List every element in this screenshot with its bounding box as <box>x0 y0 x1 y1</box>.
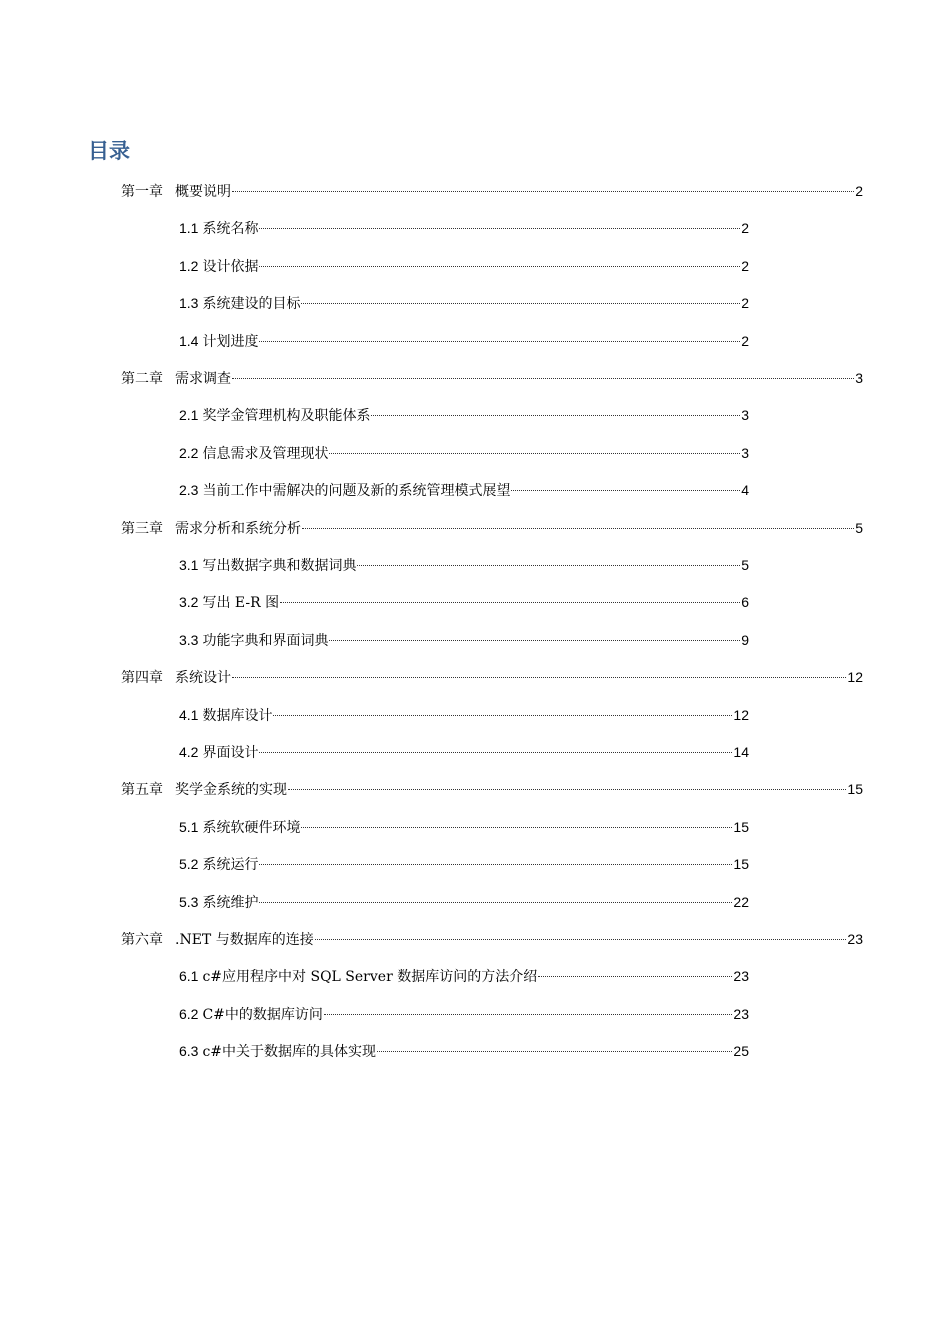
toc-entry-title: C#中的数据库访问 <box>202 1007 323 1023</box>
toc-leader-dots <box>259 266 740 267</box>
toc-entry-page: 22 <box>733 894 749 910</box>
toc-entry-1-2[interactable] <box>179 255 749 277</box>
toc-entry-4-2[interactable] <box>179 741 749 763</box>
toc-entry-number: 2.3 <box>179 482 199 498</box>
toc-entry-3-1[interactable] <box>179 554 749 576</box>
toc-entry-第六章[interactable] <box>121 928 863 950</box>
toc-entry-title: 当前工作中需解决的问题及新的系统管理模式展望 <box>202 483 511 499</box>
toc-entry-number: 第四章 <box>121 669 163 685</box>
toc-entry-number: 5.3 <box>179 894 199 910</box>
toc-entry-number: 5.2 <box>179 856 199 872</box>
toc-entry-title: 功能字典和界面词典 <box>202 633 329 649</box>
toc-entry-number: 1.1 <box>179 220 199 236</box>
toc-entry-5-1[interactable] <box>179 816 749 838</box>
toc-leader-dots <box>280 602 740 603</box>
toc-title: 目录 <box>88 139 130 163</box>
toc-leader-dots <box>329 453 740 454</box>
toc-entry-6-3[interactable] <box>179 1040 749 1062</box>
toc-entry-page: 23 <box>733 1006 749 1022</box>
toc-entry-page: 5 <box>855 520 863 536</box>
toc-entry-number: 4.2 <box>179 744 199 760</box>
toc-entry-2-1[interactable] <box>179 404 749 426</box>
toc-entry-第五章[interactable] <box>121 778 863 800</box>
toc-leader-dots <box>259 228 740 229</box>
toc-entry-title: 界面设计 <box>202 745 259 761</box>
toc-entry-page: 15 <box>733 856 749 872</box>
toc-leader-dots <box>302 528 854 529</box>
toc-leader-dots <box>273 715 732 716</box>
toc-entry-number: 6.1 <box>179 968 199 984</box>
toc-entry-page: 2 <box>741 258 749 274</box>
toc-entry-page: 3 <box>741 445 749 461</box>
toc-entry-2-2[interactable] <box>179 442 749 464</box>
toc-leader-dots <box>259 752 732 753</box>
toc-leader-dots <box>329 640 740 641</box>
toc-entry-title: 系统建设的目标 <box>202 296 301 312</box>
toc-entry-page: 23 <box>733 968 749 984</box>
toc-leader-dots <box>377 1051 732 1052</box>
toc-leader-dots <box>259 864 732 865</box>
toc-entry-4-1[interactable] <box>179 704 749 726</box>
toc-entry-title: 概要说明 <box>175 184 231 200</box>
toc-leader-dots <box>232 378 854 379</box>
toc-entry-number: 3.2 <box>179 594 199 610</box>
toc-entry-3-2[interactable] <box>179 591 749 613</box>
toc-entry-title: 需求分析和系统分析 <box>175 521 301 537</box>
toc-entry-1-3[interactable] <box>179 292 749 314</box>
toc-leader-dots <box>301 827 732 828</box>
toc-entry-title: 系统名称 <box>202 221 259 237</box>
toc-entry-number: 5.1 <box>179 819 199 835</box>
toc-leader-dots <box>538 976 732 977</box>
toc-leader-dots <box>371 415 740 416</box>
toc-entry-第四章[interactable] <box>121 666 863 688</box>
toc-entry-page: 2 <box>741 220 749 236</box>
toc-entry-page: 23 <box>847 931 863 947</box>
toc-entry-page: 25 <box>733 1043 749 1059</box>
toc-entry-page: 9 <box>741 632 749 648</box>
toc-entry-number: 第一章 <box>121 183 163 199</box>
toc-entry-title: 系统软硬件环境 <box>202 820 301 836</box>
toc-entry-number: 1.4 <box>179 333 199 349</box>
toc-leader-dots <box>232 191 854 192</box>
toc-entry-6-1[interactable] <box>179 965 749 987</box>
toc-entry-page: 3 <box>741 407 749 423</box>
toc-entry-title: 数据库设计 <box>202 708 273 724</box>
toc-entry-number: 1.3 <box>179 295 199 311</box>
toc-leader-dots <box>301 303 740 304</box>
toc-entry-title: .NET 与数据库的连接 <box>175 932 314 948</box>
toc-entry-number: 第三章 <box>121 520 163 536</box>
toc-entry-title: 计划进度 <box>202 334 259 350</box>
toc-leader-dots <box>259 341 740 342</box>
toc-entry-number: 4.1 <box>179 707 199 723</box>
toc-entry-number: 1.2 <box>179 258 199 274</box>
toc-entry-number: 2.1 <box>179 407 199 423</box>
toc-entry-title: 写出数据字典和数据词典 <box>202 558 357 574</box>
toc-entry-5-3[interactable] <box>179 891 749 913</box>
toc-entry-number: 6.2 <box>179 1006 199 1022</box>
toc-leader-dots <box>288 789 846 790</box>
toc-entry-第二章[interactable] <box>121 367 863 389</box>
toc-entry-title: 系统设计 <box>175 670 231 686</box>
toc-leader-dots <box>315 939 847 940</box>
toc-entry-page: 6 <box>741 594 749 610</box>
toc-leader-dots <box>259 902 732 903</box>
toc-entry-title: 信息需求及管理现状 <box>202 446 329 462</box>
toc-entry-6-2[interactable] <box>179 1003 749 1025</box>
toc-entry-number: 3.3 <box>179 632 199 648</box>
toc-entry-title: 奖学金系统的实现 <box>175 782 287 798</box>
toc-entry-number: 6.3 <box>179 1043 199 1059</box>
toc-entry-page: 15 <box>847 781 863 797</box>
toc-leader-dots <box>511 490 740 491</box>
toc-entry-number: 3.1 <box>179 557 199 573</box>
toc-entry-1-4[interactable] <box>179 330 749 352</box>
toc-entry-number: 第五章 <box>121 781 163 797</box>
toc-entry-page: 5 <box>741 557 749 573</box>
toc-entry-title: c#中关于数据库的具体实现 <box>202 1044 377 1060</box>
toc-entry-5-2[interactable] <box>179 853 749 875</box>
toc-entry-page: 12 <box>847 669 863 685</box>
toc-leader-dots <box>357 565 740 566</box>
toc-entry-number: 第六章 <box>121 931 163 947</box>
toc-leader-dots <box>324 1014 733 1015</box>
toc-entry-page: 14 <box>733 744 749 760</box>
toc-entry-number: 第二章 <box>121 370 163 386</box>
toc-entry-第一章[interactable] <box>121 180 863 202</box>
toc-entry-title: 奖学金管理机构及职能体系 <box>202 408 371 424</box>
toc-entry-title: 设计依据 <box>202 259 259 275</box>
toc-entry-page: 12 <box>733 707 749 723</box>
toc-entry-title: 写出 E-R 图 <box>202 595 280 611</box>
toc-entry-page: 3 <box>855 370 863 386</box>
toc-entry-3-3[interactable] <box>179 629 749 651</box>
toc-entry-title: c#应用程序中对 SQL Server 数据库访问的方法介绍 <box>202 969 538 985</box>
toc-entry-title: 系统运行 <box>202 857 259 873</box>
toc-entry-1-1[interactable] <box>179 217 749 239</box>
toc-entry-page: 4 <box>741 482 749 498</box>
toc-entry-title: 系统维护 <box>202 895 259 911</box>
toc-entry-page: 2 <box>741 295 749 311</box>
toc-entry-title: 需求调查 <box>175 371 231 387</box>
toc-entry-page: 2 <box>741 333 749 349</box>
toc-entry-2-3[interactable] <box>179 479 749 501</box>
toc-entry-page: 15 <box>733 819 749 835</box>
toc-entry-number: 2.2 <box>179 445 199 461</box>
toc-entry-第三章[interactable] <box>121 517 863 539</box>
toc-entry-page: 2 <box>855 183 863 199</box>
toc-leader-dots <box>232 677 846 678</box>
